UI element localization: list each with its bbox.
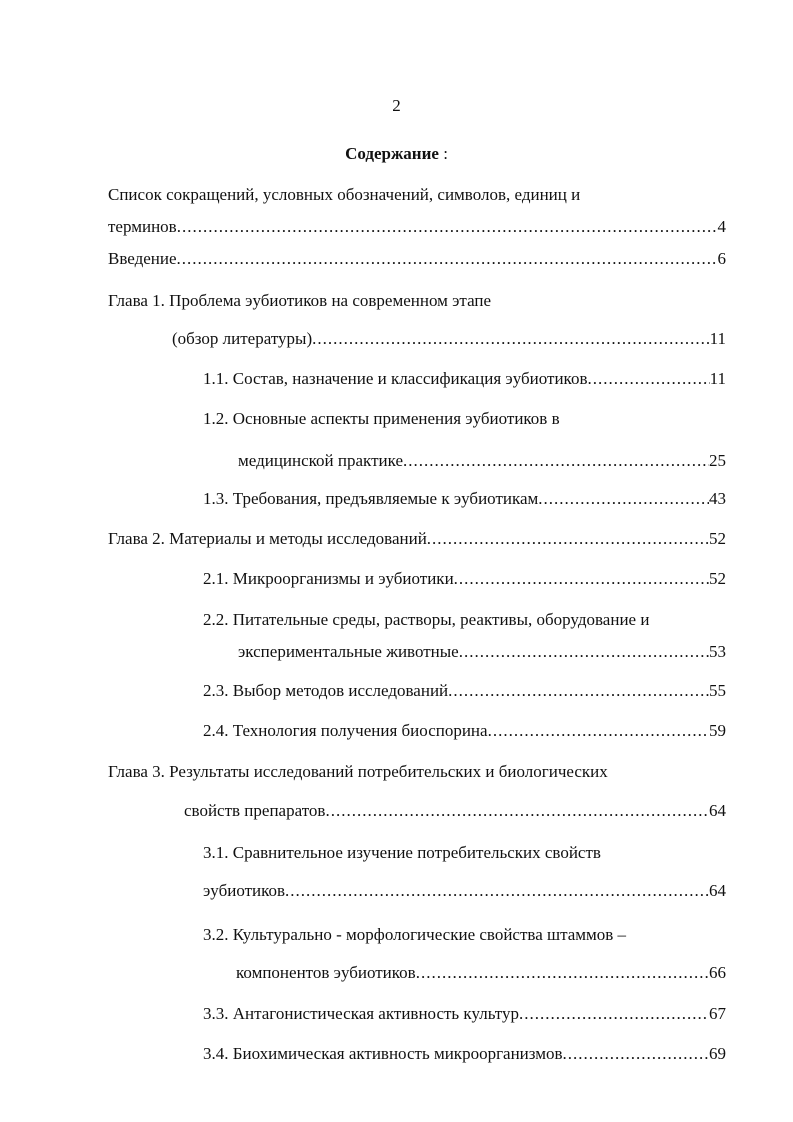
toc-entry-page: 11 xyxy=(709,329,726,348)
toc-entry-text: Список сокращений, условных обозначений, символов, единиц и xyxy=(108,185,581,204)
toc-leader-dots xyxy=(403,451,709,471)
page-number: 2 xyxy=(392,96,401,115)
toc-entry-page: 43 xyxy=(709,489,726,508)
toc-entry-text: 3.1. Сравнительное изучение потребительских свойств xyxy=(203,843,601,862)
toc-entry-chapter-1-review xyxy=(172,329,726,349)
toc-entry-text: эубиотиков xyxy=(203,881,286,900)
toc-entry-page: 25 xyxy=(709,451,726,470)
toc-leader-dots xyxy=(427,529,709,549)
toc-entry-text: компонентов эубиотиков xyxy=(236,963,416,982)
toc-entry-page: 52 xyxy=(709,569,726,588)
toc-line-3-1 xyxy=(203,843,726,863)
toc-entry-page: 11 xyxy=(709,369,726,388)
toc-entry-text: 2.3. Выбор методов исследований xyxy=(203,681,449,700)
toc-entry-1-1 xyxy=(203,369,726,389)
toc-entry-page: 66 xyxy=(709,963,726,982)
toc-leader-dots xyxy=(177,217,718,237)
toc-leader-dots xyxy=(563,1044,709,1064)
toc-entry-2-1 xyxy=(203,569,726,589)
toc-leader-dots xyxy=(587,369,709,389)
toc-line-chapter-1 xyxy=(108,291,726,311)
toc-entry-page: 4 xyxy=(717,217,726,236)
toc-entry-text: (обзор литературы) xyxy=(172,329,313,348)
toc-leader-dots xyxy=(538,489,709,509)
toc-entry-text: свойств препаратов xyxy=(184,801,326,820)
toc-title xyxy=(0,144,793,164)
toc-entry-page: 64 xyxy=(709,881,726,900)
toc-entry-2-2 xyxy=(238,642,726,662)
toc-entry-text: 2.4. Технология получения биоспорина xyxy=(203,721,488,740)
toc-entry-2-3 xyxy=(203,681,726,701)
toc-entry-text: 1.2. Основные аспекты применения эубиотиков в xyxy=(203,409,560,428)
toc-line-chapter-3 xyxy=(108,762,726,782)
toc-entry-page: 6 xyxy=(717,249,726,268)
toc-leader-dots xyxy=(312,329,709,349)
toc-entry-page: 64 xyxy=(709,801,726,820)
toc-entry-3-2 xyxy=(236,963,726,983)
toc-entry-page: 69 xyxy=(709,1044,726,1063)
toc-entry-3-1 xyxy=(203,881,726,901)
toc-entry-text: Введение xyxy=(108,249,177,268)
toc-entry-terms xyxy=(108,217,726,237)
toc-line-3-2 xyxy=(203,925,726,945)
toc-entry-text: Глава 1. Проблема эубиотиков на современном этапе xyxy=(108,291,492,310)
toc-entry-page: 53 xyxy=(709,642,726,661)
toc-entry-1-2 xyxy=(238,451,726,471)
toc-entry-text: 3.2. Культурально - морфологические свойства штаммов – xyxy=(203,925,627,944)
toc-leader-dots xyxy=(488,721,709,741)
toc-title-colon: : xyxy=(443,144,448,163)
toc-entry-3-3 xyxy=(203,1004,726,1024)
toc-entry-chapter-2 xyxy=(108,529,726,549)
toc-entry-page: 59 xyxy=(709,721,726,740)
toc-entry-text: 3.3. Антагонистическая активность культур xyxy=(203,1004,520,1023)
toc-entry-page: 67 xyxy=(709,1004,726,1023)
toc-leader-dots xyxy=(519,1004,709,1024)
toc-entry-chapter-3 xyxy=(184,801,726,821)
toc-line-1-2 xyxy=(203,409,726,429)
toc-entry-text: 2.1. Микроорганизмы и эубиотики xyxy=(203,569,454,588)
toc-entry-page: 52 xyxy=(709,529,726,548)
toc-leader-dots xyxy=(448,681,709,701)
toc-entry-3-4 xyxy=(203,1044,726,1064)
toc-leader-dots xyxy=(416,963,709,983)
toc-entry-2-4 xyxy=(203,721,726,741)
toc-entry-text: 1.3. Требования, предъявляемые к эубиотикам xyxy=(203,489,539,508)
toc-entry-1-3 xyxy=(203,489,726,509)
toc-leader-dots xyxy=(325,801,709,821)
toc-entry-text: терминов xyxy=(108,217,177,236)
toc-entry-text: Глава 2. Материалы и методы исследований xyxy=(108,529,427,548)
toc-leader-dots xyxy=(285,881,709,901)
toc-leader-dots xyxy=(459,642,709,662)
toc-leader-dots xyxy=(177,249,718,269)
toc-line-abbreviations xyxy=(108,185,726,205)
toc-entry-text: 1.1. Состав, назначение и классификация эубиотиков xyxy=(203,369,588,388)
toc-entry-text: 3.4. Биохимическая активность микроорганизмов xyxy=(203,1044,563,1063)
toc-entry-introduction xyxy=(108,249,726,269)
toc-leader-dots xyxy=(454,569,709,589)
toc-line-2-2 xyxy=(203,610,726,630)
toc-entry-text: экспериментальные животные xyxy=(238,642,459,661)
toc-entry-page: 55 xyxy=(709,681,726,700)
toc-entry-text: 2.2. Питательные среды, растворы, реактивы, оборудование и xyxy=(203,610,650,629)
toc-title-text: Содержание xyxy=(345,144,439,163)
toc-entry-text: Глава 3. Результаты исследований потребительских и биологических xyxy=(108,762,608,781)
toc-entry-text: медицинской практике xyxy=(238,451,403,470)
